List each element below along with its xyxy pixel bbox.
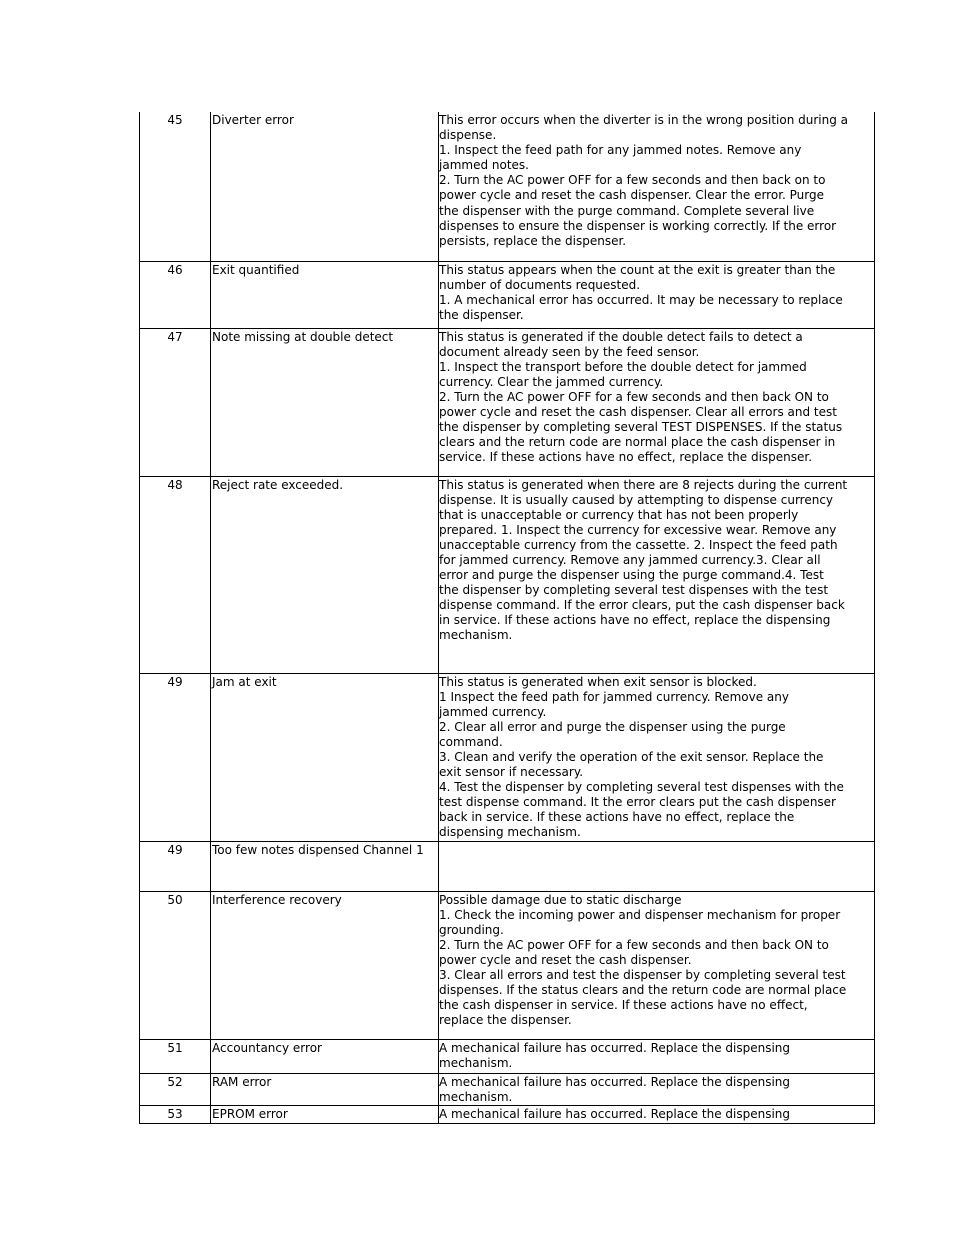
error-code-cell: 47 (140, 328, 211, 476)
description-line: power cycle and reset the cash dispenser. (439, 952, 692, 967)
description-line: the dispenser. (439, 307, 524, 322)
error-description-cell (439, 1105, 875, 1123)
description-line: service. If these actions have no effect, replace the dispenser. (439, 450, 813, 465)
description-line: This status appears when the count at the exit is greater than the (439, 262, 836, 277)
table-row (140, 112, 875, 261)
description-line: 2. Turn the AC power OFF for a few seconds and then back ON to (439, 937, 829, 952)
table-row (140, 1039, 875, 1073)
description-line: error and purge the dispenser using the purge command.4. Test (439, 568, 824, 583)
description-line: the dispenser with the purge command. Complete several live (439, 203, 815, 218)
description-line: test dispense command. It the error clears put the cash dispenser (439, 795, 836, 810)
description-line: This status is generated when exit sensor is blocked. (439, 674, 757, 689)
description-line: 1. Inspect the transport before the double detect for jammed (439, 359, 807, 374)
description-line: dispenses. If the status clears and the return code are normal place (439, 983, 847, 998)
description-line: 1. A mechanical error has occurred. It may be necessary to replace (439, 292, 843, 307)
description-line: 1. Inspect the feed path for any jammed notes. Remove any (439, 143, 802, 158)
description-line: dispense. (439, 128, 497, 143)
error-code-cell: 53 (140, 1105, 211, 1123)
description-line: grounding. (439, 922, 504, 937)
description-line: prepared. 1. Inspect the currency for excessive wear. Remove any (439, 522, 837, 537)
description-line: dispensing mechanism. (439, 825, 581, 840)
description-line: in service. If these actions have no effect, replace the dispensing (439, 613, 831, 628)
description-line: mechanism. (439, 1089, 513, 1104)
description-line: persists, replace the dispenser. (439, 233, 627, 248)
description-line: mechanism. (439, 628, 513, 643)
description-line: This status is generated when there are 8 rejects during the current (439, 477, 848, 492)
description-line: power cycle and reset the cash dispenser. Clear all errors and test (439, 404, 837, 419)
description-line: power cycle and reset the cash dispenser. Clear the error. Purge (439, 188, 825, 203)
description-line: command. (439, 734, 503, 749)
description-line: back in service. If these actions have no effect, replace the (439, 810, 795, 825)
description-line: number of documents requested. (439, 277, 641, 292)
error-description-cell (439, 1073, 875, 1105)
table-row (140, 1073, 875, 1105)
error-name-cell: Jam at exit (211, 673, 439, 841)
description-line: that is unacceptable or currency that has not been properly (439, 507, 799, 522)
error-description-cell (439, 261, 875, 328)
error-name-cell: Note missing at double detect (211, 328, 439, 476)
error-code-cell: 52 (140, 1073, 211, 1105)
error-name-cell: Interference recovery (211, 891, 439, 1039)
error-code-cell: 48 (140, 476, 211, 673)
error-code-table (139, 112, 875, 1124)
description-line: the dispenser by completing several TEST DISPENSES. If the status (439, 420, 843, 435)
description-line: the dispenser by completing several test dispenses with the test (439, 583, 829, 598)
description-line: Possible damage due to static discharge (439, 892, 682, 907)
table-row (140, 261, 875, 328)
error-code-table-body (140, 112, 875, 1123)
table-row (140, 476, 875, 673)
description-line: mechanism. (439, 1055, 513, 1070)
error-code-cell: 49 (140, 673, 211, 841)
description-line: currency. Clear the jammed currency. (439, 374, 664, 389)
error-name-cell: Reject rate exceeded. (211, 476, 439, 673)
error-name-cell: RAM error (211, 1073, 439, 1105)
table-row (140, 841, 875, 891)
description-line: exit sensor if necessary. (439, 765, 584, 780)
description-line: dispense. It is usually caused by attempting to dispense currency (439, 492, 834, 507)
error-name-cell: Diverter error (211, 112, 439, 261)
error-name-cell: Exit quantified (211, 261, 439, 328)
description-line: unacceptable currency from the cassette. 2. Inspect the feed path (439, 537, 838, 552)
error-code-cell: 49 (140, 841, 211, 891)
description-line: 1. Check the incoming power and dispenser mechanism for proper (439, 907, 841, 922)
error-name-cell: EPROM error (211, 1105, 439, 1123)
error-description-cell (439, 328, 875, 476)
description-line: dispense command. If the error clears, put the cash dispenser back (439, 598, 845, 613)
description-line: A mechanical failure has occurred. Replace the dispensing (439, 1040, 791, 1055)
description-line: jammed notes. (439, 158, 529, 173)
error-code-cell: 46 (140, 261, 211, 328)
description-line: for jammed currency. Remove any jammed currency.3. Clear all (439, 552, 821, 567)
table-row (140, 673, 875, 841)
description-line: 4. Test the dispenser by completing several test dispenses with the (439, 780, 844, 795)
error-code-cell: 51 (140, 1039, 211, 1073)
table-row (140, 891, 875, 1039)
description-line: document already seen by the feed sensor. (439, 344, 700, 359)
description-line: jammed currency. (439, 704, 547, 719)
error-description-cell (439, 112, 875, 261)
description-line: 2. Clear all error and purge the dispenser using the purge (439, 719, 786, 734)
description-line: 3. Clear all errors and test the dispenser by completing several test (439, 968, 846, 982)
error-name-cell: Too few notes dispensed Channel 1 (211, 841, 439, 891)
description-line: clears and the return code are normal place the cash dispenser in (439, 435, 836, 450)
description-line: A mechanical failure has occurred. Replace the dispensing (439, 1074, 791, 1089)
error-description-cell (439, 476, 875, 673)
description-line: dispenses to ensure the dispenser is working correctly. If the error (439, 218, 837, 233)
description-line: the cash dispenser in service. If these actions have no effect, (439, 998, 808, 1013)
error-description-cell (439, 673, 875, 841)
description-line: 3. Clean and verify the operation of the exit sensor. Replace the (439, 749, 824, 764)
description-line: 1 Inspect the feed path for jammed currency. Remove any (439, 689, 789, 704)
description-line: 2. Turn the AC power OFF for a few seconds and then back on to (439, 173, 826, 188)
error-code-cell: 50 (140, 891, 211, 1039)
description-line: This status is generated if the double detect fails to detect a (439, 329, 803, 344)
description-line: This error occurs when the diverter is in the wrong position during a (439, 113, 849, 127)
table-row (140, 1105, 875, 1123)
description-line: A mechanical failure has occurred. Replace the dispensing (439, 1106, 791, 1121)
description-line: replace the dispenser. (439, 1013, 572, 1028)
error-description-cell (439, 841, 875, 891)
error-description-cell (439, 1039, 875, 1073)
error-name-cell: Accountancy error (211, 1039, 439, 1073)
error-code-cell: 45 (140, 112, 211, 261)
error-description-cell (439, 891, 875, 1039)
table-row (140, 328, 875, 476)
description-line: 2. Turn the AC power OFF for a few seconds and then back ON to (439, 389, 829, 404)
